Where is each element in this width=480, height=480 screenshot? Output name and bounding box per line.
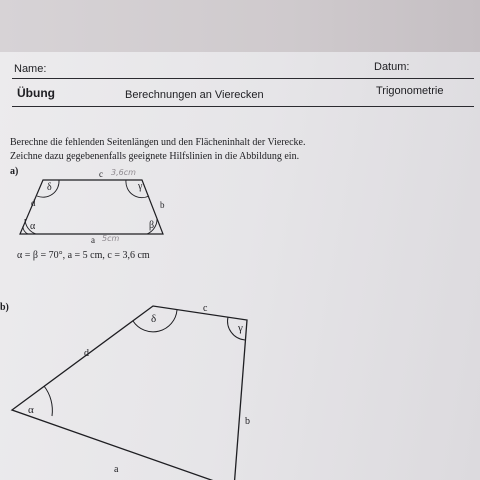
fig-a-side-b: b: [160, 200, 165, 210]
topic-title: Berechnungen an Vierecken: [125, 89, 264, 101]
fig-b-side-d: d: [84, 348, 89, 359]
fig-a-side-d: d: [31, 198, 36, 208]
fig-b-side-c: c: [203, 303, 208, 314]
task-line-2: Zeichne dazu gegebenenfalls geeignete Hilfslinien in die Abbildung ein.: [10, 151, 300, 162]
fig-a-pencil-a: 5cm: [102, 234, 120, 243]
fig-a-angle-delta: δ: [47, 182, 52, 193]
angle-alpha-arc-b: [44, 386, 52, 416]
fig-a-given-values: α = β = 70°, a = 5 cm, c = 3,6 cm: [17, 250, 150, 261]
fig-b-angle-alpha: α: [28, 404, 34, 416]
fig-a-angle-beta: β: [149, 220, 155, 231]
fig-b-side-a: a: [114, 464, 119, 475]
figure-b-label: b): [0, 302, 9, 313]
fig-a-angle-gamma: γ: [138, 181, 143, 192]
fig-a-side-c: c: [99, 169, 103, 179]
name-label: Name:: [14, 63, 47, 75]
fig-a-side-a: a: [91, 235, 95, 245]
fig-a-pencil-c: 3,6cm: [111, 168, 136, 177]
fig-b-side-b: b: [245, 416, 250, 427]
subject-title: Trigonometrie: [376, 85, 444, 97]
fig-b-angle-gamma: γ: [238, 322, 243, 334]
fig-b-angle-delta: δ: [151, 313, 157, 325]
fig-a-angle-alpha: α: [30, 221, 36, 232]
figure-a-label: a): [10, 166, 19, 177]
task-line-1: Berechne die fehlenden Seitenlängen und den Flächeninhalt der Vierecke.: [10, 137, 306, 148]
quadrilateral-b-outline: [12, 306, 247, 480]
section-label-text: Übung: [17, 86, 55, 100]
date-label: Datum:: [374, 61, 410, 73]
